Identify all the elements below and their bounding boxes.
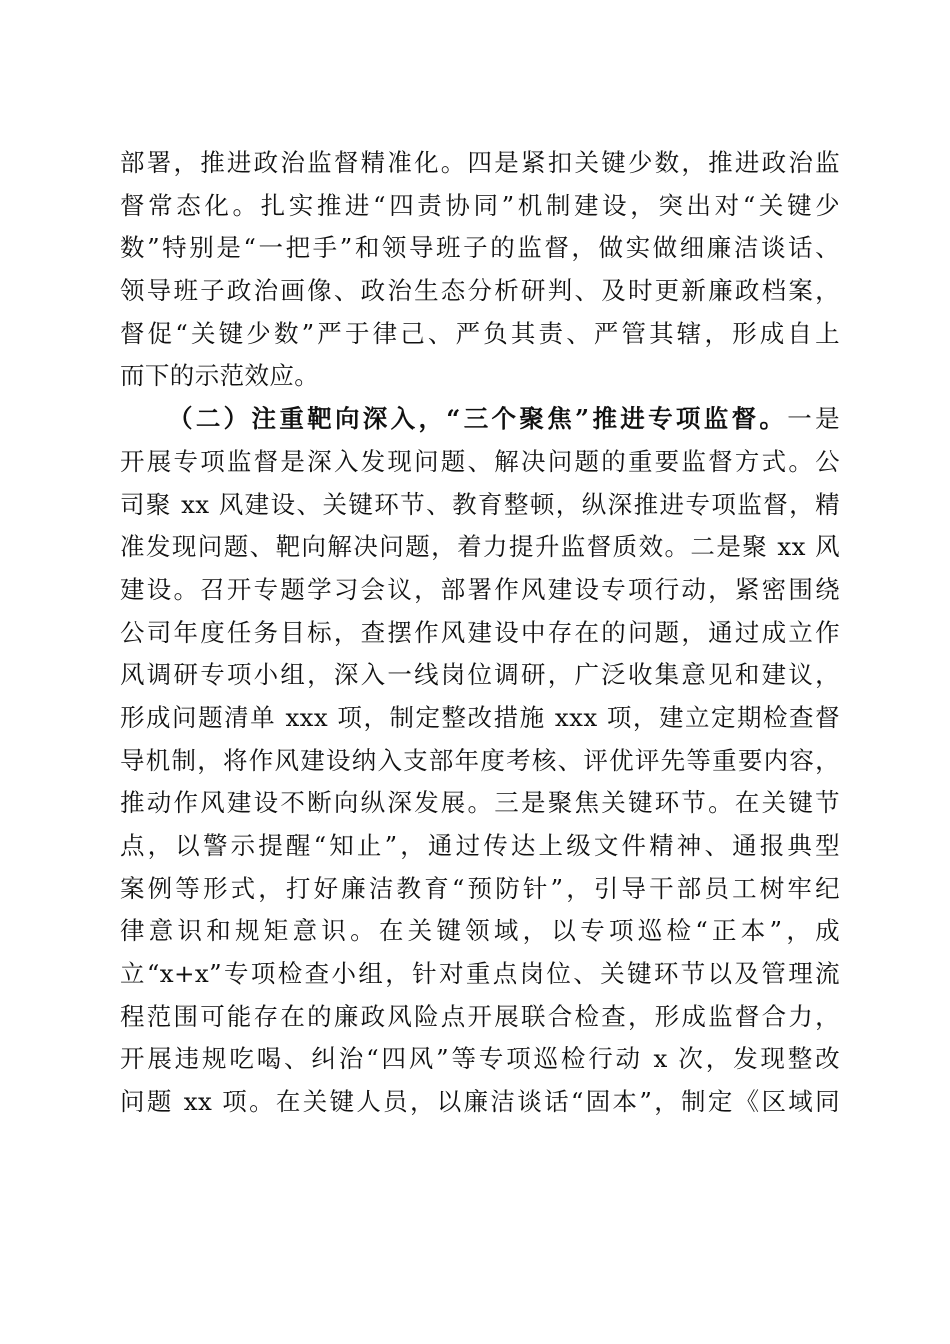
text-line: 案例等形式，打好廉洁教育“预防针”，引导干部员工树牢纪 xyxy=(120,873,840,903)
text-line: 形成问题清单 xxx 项，制定整改措施 xxx 项，建立定期检查督 xyxy=(120,702,840,732)
text-line: 推动作风建设不断向纵深发展。三是聚焦关键环节。在关键节 xyxy=(120,788,840,818)
text-line: 督促“关键少数”严于律己、严负其责、严管其辖，形成自上 xyxy=(120,318,840,348)
text-line: 程范围可能存在的廉政风险点开展联合检查，形成监督合力， xyxy=(120,1001,840,1031)
text-line: 部署，推进政治监督精准化。四是紧扣关键少数，推进政治监 xyxy=(120,148,840,177)
section-heading-line xyxy=(120,398,840,441)
text-line: 督常态化。扎实推进“四责协同”机制建设，突出对“关键少 xyxy=(120,190,840,220)
body-text xyxy=(120,142,840,1124)
section-heading: （二）注重靶向深入，“三个聚焦”推进专项监督。 xyxy=(168,404,788,434)
text-line: 问题 xx 项。在关键人员，以廉洁谈话“固本”，制定《区域同 xyxy=(120,1087,840,1117)
text-line: 建设。召开专题学习会议，部署作风建设专项行动，紧密围绕 xyxy=(120,574,840,604)
text-line: 律意识和规矩意识。在关键领域，以专项巡检“正本”，成 xyxy=(120,916,840,946)
text-line: 领导班子政治画像、政治生态分析研判、及时更新廉政档案， xyxy=(120,276,840,306)
text-line: 司聚 xx 风建设、关键环节、教育整顿，纵深推进专项监督，精 xyxy=(120,489,840,519)
text-line: 准发现问题、靶向解决问题，着力提升监督质效。二是聚 xx 风 xyxy=(120,532,840,562)
text-line: 公司年度任务目标，查摆作风建设中存在的问题，通过成立作 xyxy=(120,617,840,647)
heading-line-rest: 一是 xyxy=(787,404,840,434)
text-line: 导机制，将作风建设纳入支部年度考核、评优评先等重要内容， xyxy=(120,745,840,775)
text-line: 而下的示范效应。 xyxy=(120,361,320,391)
text-line: 开展违规吃喝、纠治“四风”等专项巡检行动 x 次，发现整改 xyxy=(120,1044,840,1074)
text-line: 开展专项监督是深入发现问题、解决问题的重要监督方式。公 xyxy=(120,446,840,476)
text-line: 风调研专项小组，深入一线岗位调研，广泛收集意见和建议， xyxy=(120,660,840,690)
text-line: 立“x+x”专项检查小组，针对重点岗位、关键环节以及管理流 xyxy=(120,959,840,989)
text-line: 点，以警示提醒“知止”，通过传达上级文件精神、通报典型 xyxy=(120,831,840,860)
text-line: 数”特别是“一把手”和领导班子的监督，做实做细廉洁谈话、 xyxy=(120,233,840,263)
